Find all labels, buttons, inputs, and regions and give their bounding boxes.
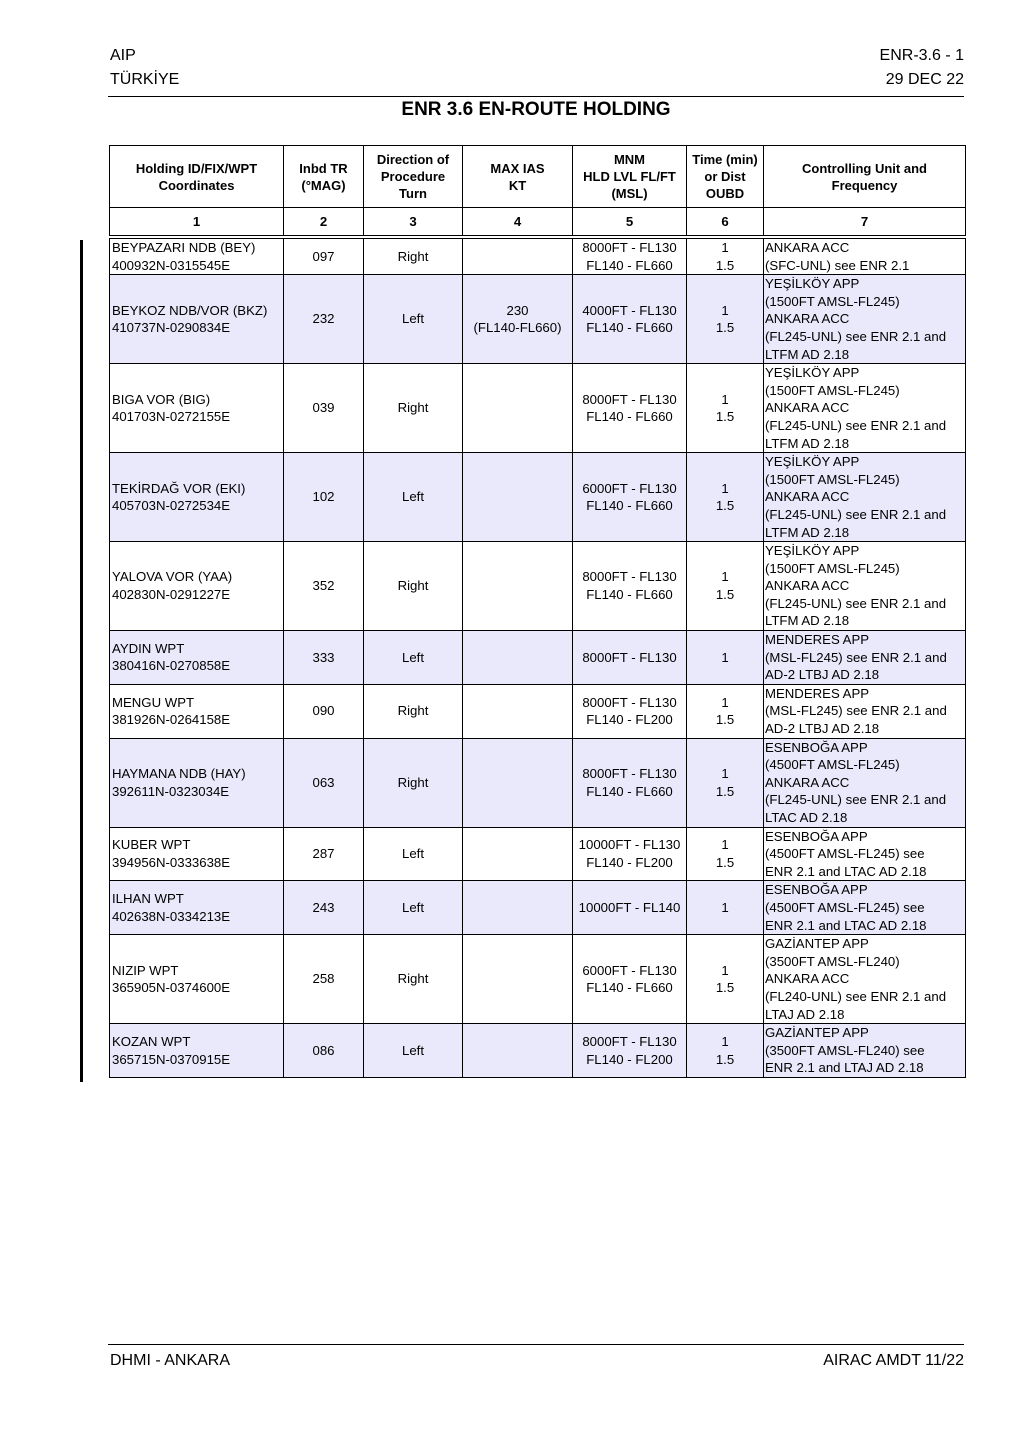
time-distance-line: 1 [721,569,729,585]
table-row [110,275,966,364]
turn-direction-cell: Left [364,453,463,542]
column-header-inbound-track [284,146,364,208]
time-distance-line: 1 [721,899,729,915]
holding-fix-line: AYDIN WPT [112,640,185,656]
time-distance-line: 1.5 [715,980,735,996]
page-reference: ENR-3.6 - 1 [879,47,964,64]
table-row [110,827,966,881]
holding-fix-line: BEYPAZARI NDB (BEY) [112,240,256,255]
column-number: 6 [687,208,764,238]
controlling-unit-line: ANKARA ACC [765,240,850,255]
holding-level-line: 8000FT - FL130 [582,391,677,407]
controlling-unit-line: ANKARA ACC [765,489,850,505]
controlling-unit-line: LTFM AD 2.18 [765,524,850,540]
time-distance-cell [687,935,764,1024]
holding-fix-line: HAYMANA NDB (HAY) [112,766,246,782]
holding-level-line: 10000FT - FL140 [578,899,681,915]
time-distance-cell [687,827,764,881]
controlling-unit-cell [764,542,966,631]
inbound-track-cell: 039 [284,364,364,453]
controlling-unit-line: MENDERES APP [765,632,870,648]
holding-fix-cell [110,542,284,631]
time-distance-line: 1 [721,480,729,496]
max-ias-cell [463,631,573,685]
holding-level-line: 8000FT - FL130 [582,1033,677,1049]
controlling-unit-line: (FL245-UNL) see ENR 2.1 and [765,417,947,433]
controlling-unit-line: (FL245-UNL) see ENR 2.1 and [765,792,947,808]
controlling-unit-line: (3500FT AMSL-FL240) [765,953,900,969]
time-distance-line: 1.5 [715,587,735,603]
controlling-unit-line: (FL245-UNL) see ENR 2.1 and [765,328,947,344]
controlling-unit-line: ANKARA ACC [765,578,850,594]
controlling-unit-cell [764,881,966,935]
holding-level-cell [573,542,687,631]
time-distance-line: 1 [721,766,729,782]
holding-level-line: FL140 - FL660 [586,980,673,996]
time-distance-line: 1.5 [715,712,735,728]
time-distance-cell [687,364,764,453]
holding-level-cell [573,935,687,1024]
column-header-line: Procedure [380,169,446,184]
column-header-line: Direction of [376,152,450,167]
holding-fix-cell [110,364,284,453]
controlling-unit-line: ENR 2.1 and LTAC AD 2.18 [765,863,927,879]
holding-level-cell [573,827,687,881]
controlling-unit-line: LTAC AD 2.18 [765,810,848,825]
table-row [110,364,966,453]
column-header-line: (°MAG) [301,177,346,193]
controlling-unit-cell [764,237,966,275]
controlling-unit-line: (SFC-UNL) see ENR 2.1 [765,257,910,273]
time-distance-cell [687,237,764,275]
column-header-line: OUBD [705,186,745,201]
holding-fix-line: 410737N-0290834E [112,320,231,336]
controlling-unit-line: LTAJ AD 2.18 [765,1006,845,1022]
holding-fix-cell [110,881,284,935]
document-name: AIP [110,47,136,64]
turn-direction-cell: Right [364,738,463,827]
holding-level-line: FL140 - FL200 [586,1051,673,1067]
column-header-line: Holding ID/FIX/WPT [135,160,258,176]
holding-fix-line: NIZIP WPT [112,962,179,978]
holding-fix-line: ILHAN WPT [112,891,184,907]
holding-level-cell [573,631,687,685]
column-header-time-distance [687,146,764,208]
inbound-track-cell: 352 [284,542,364,631]
holding-level-cell [573,364,687,453]
column-header-line: MNM [613,152,646,167]
turn-direction-cell: Right [364,364,463,453]
holding-fix-line: 381926N-0264158E [112,712,231,728]
turn-direction-cell: Right [364,237,463,275]
column-header-line: (MSL) [611,186,648,201]
turn-direction-cell: Left [364,631,463,685]
holding-level-cell [573,738,687,827]
column-header-min-holding-level [573,146,687,208]
holding-fix-cell [110,827,284,881]
holding-fix-cell [110,684,284,738]
holding-fix-line: 394956N-0333638E [112,854,231,870]
controlling-unit-line: (1500FT AMSL-FL245) [765,560,900,576]
holding-fix-line: 392611N-0323034E [112,783,230,799]
controlling-unit-line: YEŞİLKÖY APP [765,454,860,470]
controlling-unit-cell [764,738,966,827]
controlling-unit-line: AD-2 LTBJ AD 2.18 [765,721,880,737]
column-header-line: Frequency [831,177,898,193]
turn-direction-cell: Left [364,275,463,364]
holding-level-line: FL140 - FL200 [586,712,673,728]
holding-level-line: 8000FT - FL130 [582,240,677,255]
holding-level-line: FL140 - FL660 [586,409,673,425]
holding-table [109,145,966,1078]
time-distance-cell [687,631,764,685]
time-distance-line: 1 [721,302,729,318]
holding-fix-line: MENGU WPT [112,694,195,710]
controlling-unit-line: YEŞİLKÖY APP [765,276,860,292]
change-bar [80,240,83,1082]
inbound-track-cell: 232 [284,275,364,364]
time-distance-line: 1 [721,837,729,853]
turn-direction-cell: Right [364,542,463,631]
inbound-track-cell: 097 [284,237,364,275]
controlling-unit-line: LTFM AD 2.18 [765,435,850,451]
max-ias-cell [463,738,573,827]
effective-date: 29 DEC 22 [885,71,964,88]
controlling-unit-line: GAZİANTEP APP [765,936,869,952]
time-distance-cell [687,684,764,738]
time-distance-cell [687,275,764,364]
holding-level-line: FL140 - FL660 [586,587,673,603]
inbound-track-cell: 258 [284,935,364,1024]
controlling-unit-line: AD-2 LTBJ AD 2.18 [765,667,880,683]
column-number: 1 [110,208,284,238]
column-header-line: Time (min) [692,152,758,167]
time-distance-cell [687,881,764,935]
footer-amendment: AIRAC AMDT 11/22 [823,1352,964,1369]
controlling-unit-line: GAZİANTEP APP [765,1025,869,1041]
column-header-line: or Dist [704,169,746,184]
holding-fix-line: YALOVA VOR (YAA) [112,569,233,585]
controlling-unit-line: ENR 2.1 and LTAJ AD 2.18 [765,1060,924,1076]
holding-fix-cell [110,1024,284,1078]
table-row [110,684,966,738]
controlling-unit-line: ANKARA ACC [765,400,850,416]
holding-level-cell [573,237,687,275]
turn-direction-cell: Right [364,935,463,1024]
controlling-unit-line: (FL245-UNL) see ENR 2.1 and [765,595,947,611]
holding-level-line: FL140 - FL660 [586,783,673,799]
holding-fix-cell [110,631,284,685]
holding-fix-line: 402830N-0291227E [112,587,231,603]
holding-fix-line: 405703N-0272534E [112,498,231,514]
page-title: ENR 3.6 EN-ROUTE HOLDING [401,99,671,120]
inbound-track-cell: 090 [284,684,364,738]
holding-level-line: FL140 - FL660 [586,257,673,273]
time-distance-cell [687,738,764,827]
holding-fix-line: KOZAN WPT [112,1033,191,1049]
max-ias-cell [463,275,573,364]
holding-fix-line: 401703N-0272155E [112,409,231,425]
time-distance-line: 1 [721,649,729,665]
holding-fix-cell [110,237,284,275]
controlling-unit-line: ANKARA ACC [765,971,850,987]
column-header-line: KT [508,177,527,193]
inbound-track-cell: 086 [284,1024,364,1078]
controlling-unit-line: ESENBOĞA APP [765,828,868,844]
time-distance-line: 1.5 [715,1051,735,1067]
turn-direction-cell: Left [364,827,463,881]
time-distance-cell [687,1024,764,1078]
controlling-unit-line: ANKARA ACC [765,774,850,790]
column-header-line: HLD LVL FL/FT [583,169,676,184]
controlling-unit-line: LTFM AD 2.18 [765,346,850,362]
max-ias-cell [463,237,573,275]
table-row [110,453,966,542]
max-ias-cell [463,453,573,542]
holding-fix-line: BEYKOZ NDB/VOR (BKZ) [112,302,268,318]
holding-level-cell [573,453,687,542]
holding-fix-cell [110,275,284,364]
inbound-track-cell: 102 [284,453,364,542]
holding-level-line: 10000FT - FL130 [578,837,681,853]
holding-level-cell [573,684,687,738]
holding-fix-cell [110,935,284,1024]
controlling-unit-line: ANKARA ACC [765,311,850,327]
header-rule [108,96,964,97]
turn-direction-cell: Left [364,1024,463,1078]
column-number: 2 [284,208,364,238]
controlling-unit-cell [764,364,966,453]
controlling-unit-line: (1500FT AMSL-FL245) [765,382,900,398]
holding-rows [110,237,966,1077]
time-distance-line: 1.5 [715,409,735,425]
holding-level-line: 6000FT - FL130 [582,480,677,496]
controlling-unit-line: (4500FT AMSL-FL245) [765,757,900,773]
max-ias-cell [463,364,573,453]
table-row [110,542,966,631]
holding-fix-line: 365905N-0374600E [112,980,231,996]
time-distance-line: 1.5 [715,257,735,273]
holding-level-cell [573,881,687,935]
time-distance-line: 1.5 [715,783,735,799]
time-distance-line: 1 [721,962,729,978]
column-number-row [110,208,966,238]
table-row [110,935,966,1024]
controlling-unit-cell [764,935,966,1024]
column-header-line: MAX IAS [490,160,545,176]
holding-level-line: 4000FT - FL130 [582,302,677,318]
controlling-unit-line: (4500FT AMSL-FL245) see [765,899,925,915]
time-distance-line: 1.5 [715,320,735,336]
time-distance-cell [687,542,764,631]
controlling-unit-cell [764,684,966,738]
controlling-unit-line: (MSL-FL245) see ENR 2.1 and [765,703,947,719]
holding-level-line: 6000FT - FL130 [582,962,677,978]
inbound-track-cell: 243 [284,881,364,935]
controlling-unit-cell [764,453,966,542]
controlling-unit-line: ESENBOĞA APP [765,882,868,898]
footer-publisher: DHMI - ANKARA [110,1352,231,1369]
holding-fix-cell [110,453,284,542]
time-distance-line: 1.5 [715,854,735,870]
holding-fix-line: BIGA VOR (BIG) [112,391,211,407]
inbound-track-cell: 333 [284,631,364,685]
controlling-unit-line: YEŞİLKÖY APP [765,543,860,559]
max-ias-cell [463,827,573,881]
time-distance-line: 1 [721,240,729,255]
column-header-line: Turn [399,186,427,201]
controlling-unit-line: (FL240-UNL) see ENR 2.1 and [765,988,947,1004]
footer-rule [108,1344,964,1345]
column-header-controlling-unit [764,146,966,208]
column-number: 3 [364,208,463,238]
column-header-line: Inbd TR [299,160,348,176]
table-row [110,738,966,827]
controlling-unit-line: (MSL-FL245) see ENR 2.1 and [765,649,947,665]
table-row [110,881,966,935]
holding-level-line: FL140 - FL660 [586,498,673,514]
column-header-max-ias [463,146,573,208]
controlling-unit-line: ENR 2.1 and LTAC AD 2.18 [765,917,927,933]
max-ias-line: (FL140-FL660) [473,320,562,336]
holding-fix-line: 400932N-0315545E [112,257,231,273]
time-distance-line: 1 [721,694,729,710]
holding-level-line: 8000FT - FL130 [582,694,677,710]
holding-level-line: 8000FT - FL130 [582,569,677,585]
turn-direction-cell: Right [364,684,463,738]
holding-fix-line: 365715N-0370915E [112,1051,231,1067]
controlling-unit-cell [764,275,966,364]
header-left [110,44,179,92]
column-header-line: Coordinates [158,177,235,193]
column-header-turn-direction [364,146,463,208]
holding-level-line: FL140 - FL660 [586,320,673,336]
controlling-unit-line: LTFM AD 2.18 [765,613,850,629]
turn-direction-cell: Left [364,881,463,935]
max-ias-cell [463,1024,573,1078]
time-distance-line: 1 [721,391,729,407]
holding-level-cell [573,275,687,364]
holding-fix-line: 402638N-0334213E [112,908,231,924]
controlling-unit-cell [764,1024,966,1078]
time-distance-line: 1.5 [715,498,735,514]
inbound-track-cell: 063 [284,738,364,827]
max-ias-line: 230 [506,302,529,318]
holding-level-line: FL140 - FL200 [586,854,673,870]
holding-fix-line: KUBER WPT [112,837,191,853]
table-row [110,237,966,275]
holding-fix-cell [110,738,284,827]
table-row [110,1024,966,1078]
controlling-unit-line: (1500FT AMSL-FL245) [765,293,900,309]
time-distance-cell [687,453,764,542]
controlling-unit-cell [764,631,966,685]
max-ias-cell [463,542,573,631]
max-ias-cell [463,684,573,738]
max-ias-cell [463,881,573,935]
holding-fix-line: TEKİRDAĞ VOR (EKI) [112,480,246,496]
controlling-unit-cell [764,827,966,881]
controlling-unit-line: (4500FT AMSL-FL245) see [765,846,925,862]
column-number: 7 [764,208,966,238]
controlling-unit-line: (3500FT AMSL-FL240) see [765,1042,925,1058]
holding-level-line: 8000FT - FL130 [582,649,677,665]
table-row [110,631,966,685]
holding-fix-line: 380416N-0270858E [112,658,231,674]
holding-level-line: 8000FT - FL130 [582,766,677,782]
column-header-line: Controlling Unit and [802,160,927,176]
controlling-unit-line: (1500FT AMSL-FL245) [765,471,900,487]
max-ias-cell [463,935,573,1024]
controlling-unit-line: (FL245-UNL) see ENR 2.1 and [765,506,947,522]
header-right [880,44,964,92]
controlling-unit-line: MENDERES APP [765,685,870,701]
inbound-track-cell: 287 [284,827,364,881]
country-name: TÜRKİYE [110,71,180,88]
time-distance-line: 1 [721,1033,729,1049]
controlling-unit-line: YEŞİLKÖY APP [765,365,860,381]
controlling-unit-line: ESENBOĞA APP [765,739,868,755]
holding-level-cell [573,1024,687,1078]
column-header-row [110,146,966,208]
column-number: 5 [573,208,687,238]
column-number: 4 [463,208,573,238]
column-header-holding-id [110,146,284,208]
